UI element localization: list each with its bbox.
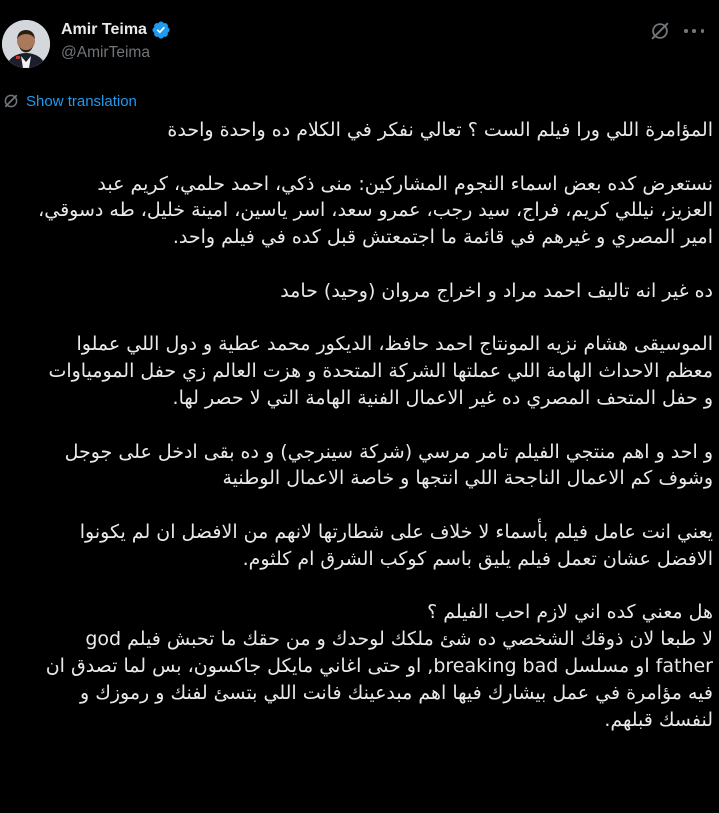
avatar-photo: [2, 20, 50, 68]
tweet-line: العزيز، نيللي كريم، فراج، سيد رجب، عمرو سعد، اسر ياسين، امينة خليل، طه دسوقي،: [38, 199, 713, 222]
tweet-line: لا طبعا لان ذوقك الشخصي ده شئ ملكك لوحدك و من حقك ما تحبش فيلم god: [85, 628, 713, 651]
tweet-line: لنفسك قبلهم.: [604, 708, 713, 731]
tweet-line: معظم الاحداث الهامة اللي عملتها الشركة المتحدة و هزت العالم زي حفل المومياوات: [48, 360, 713, 383]
tweet-line: يعني انت عامل فيلم بأسماء لا خلاف على شطارتها لانهم من الافضل ان لم يكونوا: [79, 520, 713, 543]
tweet-line: الموسيقى هشام نزيه المونتاج احمد حافظ، الديكور محمد عطية و دول اللي عملوا: [76, 333, 713, 356]
tweet-paragraph: [0, 599, 713, 733]
tweet-line: و احد و اهم منتجي الفيلم تامر مرسي (شركة سينرجي) و ده بقى ادخل على جوجل: [64, 440, 713, 463]
tweet-line: فيه مؤامرة في عمل بيشارك فيها اهم مبدعينك فانت اللي بتسئ لفنك و رموزك و: [80, 681, 713, 704]
tweet-line: المؤامرة اللي ورا فيلم الست ؟ تعالي نفكر في الكلام ده واحدة واحدة: [167, 119, 713, 141]
avatar[interactable]: [2, 20, 50, 68]
author-block: [61, 19, 171, 62]
translate-icon: [2, 92, 20, 110]
more-options-icon[interactable]: [680, 20, 708, 42]
author-handle[interactable]: @AmirTeima: [61, 44, 150, 61]
tweet-text: [0, 117, 713, 760]
tweet-paragraph: [0, 117, 713, 144]
tweet-line: امير المصري و غيرهم في قائمة ما اجتمعتش قبل كده في فيلم واحد.: [172, 226, 713, 249]
tweet-line: نستعرض كده بعض اسماء النجوم المشاركين: منى ذكي، احمد حلمي، كريم عبد: [97, 172, 713, 195]
show-translation-link[interactable]: Show translation: [26, 92, 137, 110]
tweet-line: وشوف كم الاعمال الناجحة اللي انتجها و خاصة الاعمال الوطنية: [222, 467, 713, 490]
tweet-paragraph: [0, 519, 713, 573]
tweet-header: [0, 0, 719, 80]
verified-badge-icon: [151, 20, 171, 40]
tweet-paragraph: [0, 171, 713, 251]
tweet-paragraph: [0, 439, 713, 493]
author-display-name[interactable]: Amir Teima: [61, 21, 147, 38]
tweet-line: father او مسلسل breaking bad, او حتى اغاني مايكل جاكسون، بس لما تصدق ان: [45, 654, 713, 677]
tweet-line: الافضل عشان تعمل فيلم يليق باسم كوكب الشرق ام كلثوم.: [242, 547, 713, 570]
tweet-line: ده غير انه تاليف احمد مراد و اخراج مروان (وحيد) حامد: [280, 279, 713, 302]
show-translation-row[interactable]: [2, 90, 137, 112]
tweet-paragraph: [0, 331, 713, 411]
tweet-line: هل معني كده اني لازم احب الفيلم ؟: [427, 601, 713, 624]
grok-icon[interactable]: [649, 20, 671, 42]
tweet-paragraph: [0, 278, 713, 305]
tweet-line: و حفل المتحف المصري ده غير الاعمال الفنية الهامة التي لا حصر لها.: [172, 386, 713, 409]
